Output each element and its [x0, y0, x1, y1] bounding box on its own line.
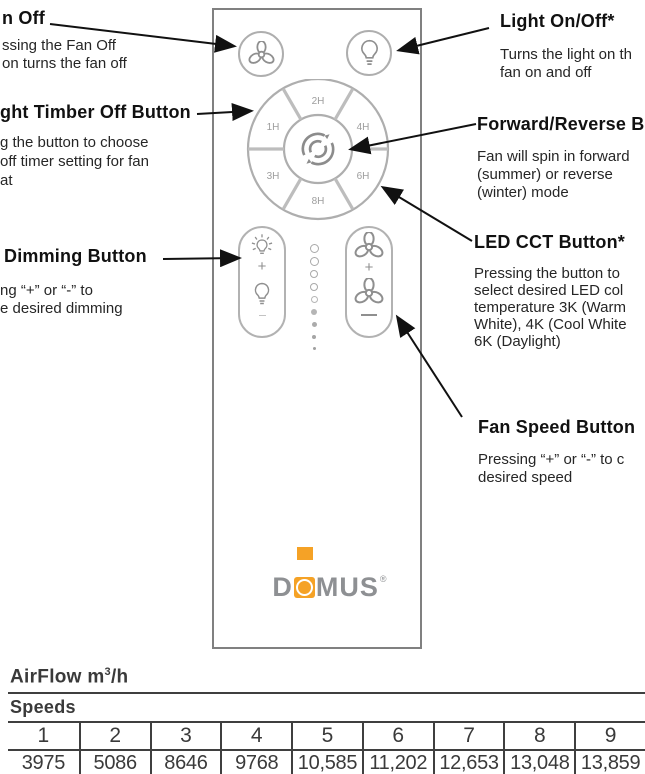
speed-cell: 8 [503, 723, 574, 751]
speed-indicator-dots [305, 244, 323, 350]
airflow-title [8, 664, 645, 694]
speed-minus-mark [361, 314, 377, 316]
speed-cell: 2 [79, 723, 150, 751]
indicator-dot [311, 309, 317, 315]
indicator-dot [312, 335, 316, 339]
fan-icon [354, 232, 384, 262]
annotation-title: n Off [2, 8, 45, 28]
indicator-dot [313, 347, 316, 350]
airflow-cell: 10,585 [291, 751, 362, 774]
dial-label-3h: 3H [266, 171, 280, 182]
airflow-cell: 13,859 [574, 751, 645, 774]
speed-cell: 9 [574, 723, 645, 751]
annotation-line: fan on and off [500, 64, 592, 81]
airflow-cell: 13,048 [503, 751, 574, 774]
fan-off-button [238, 31, 284, 77]
light-onoff-button [346, 30, 392, 76]
airflow-cell: 12,653 [433, 751, 504, 774]
light-bulb-icon [356, 38, 383, 68]
logo-letters-mus: MUS [315, 572, 379, 602]
annotation-forward-reverse [477, 114, 644, 202]
annotation-line: desired speed [478, 469, 573, 486]
indicator-dot [310, 283, 318, 291]
light-dimming-button [238, 226, 286, 338]
fan-speed-button [345, 226, 393, 338]
annotation-line: g the button to choose [0, 134, 149, 151]
annotation-led-cct [474, 232, 627, 350]
bulb-rays-icon [248, 233, 276, 261]
annotation-line: (winter) mode [477, 184, 569, 201]
annotation-line: on turns the fan off [2, 55, 127, 72]
indicator-dot [310, 270, 318, 278]
airflow-cell: 11,202 [362, 751, 433, 774]
dial-label-1h: 1H [266, 122, 280, 133]
annotation-title: LED CCT Button* [474, 232, 625, 252]
logo-o-mark [294, 577, 315, 598]
dim-plus-label: + [257, 258, 267, 275]
annotation-fan-off [2, 8, 127, 73]
annotation-title: Forward/Reverse B [477, 114, 645, 134]
annotation-line: 6K (Daylight) [474, 333, 561, 350]
airflow-cell: 5086 [79, 751, 150, 774]
speed-cell: 7 [433, 723, 504, 751]
annotation-line: ng “+” or “-” to [0, 282, 93, 299]
fan-icon [354, 278, 384, 308]
airflow-table [8, 664, 645, 774]
registered-mark: ® [379, 574, 388, 584]
dial-label-6h: 6H [356, 171, 370, 182]
airflow-value-row [8, 751, 645, 774]
dial-label-2h: 2H [311, 96, 325, 107]
indicator-dot [311, 296, 318, 303]
annotation-line: Pressing the button to [474, 265, 620, 282]
annotation-line: ssing the Fan Off [2, 37, 116, 54]
annotation-title: Light On/Off* [500, 11, 615, 31]
airflow-title-text: AirFlow m [10, 666, 105, 688]
forward-reverse-icon [303, 134, 333, 164]
dim-minus-mark [259, 315, 266, 316]
annotation-dimming [0, 246, 147, 318]
speed-plus-label: + [364, 259, 374, 276]
annotation-line: Turns the light on th [500, 46, 633, 63]
annotation-title: Dimming Button [4, 246, 147, 266]
indicator-dot [310, 244, 319, 253]
annotation-line: e desired dimming [0, 300, 123, 317]
speed-cell: 5 [291, 723, 362, 751]
speed-cell: 1 [8, 723, 79, 751]
dial-label-8h: 8H [311, 196, 325, 207]
speed-cell: 4 [220, 723, 291, 751]
fan-icon [248, 41, 275, 68]
annotation-line: at [0, 172, 13, 189]
airflow-title-sup: 3 [104, 666, 111, 678]
bulb-icon [251, 281, 273, 307]
annotation-line: off timer setting for fan [0, 153, 149, 170]
speed-number-row [8, 723, 645, 751]
speed-cell: 6 [362, 723, 433, 751]
timer-dial [243, 79, 393, 221]
speed-cell: 3 [150, 723, 221, 751]
annotation-timer-off [0, 102, 191, 190]
annotation-title: Fan Speed Button [478, 417, 636, 437]
annotation-fan-speed [478, 417, 635, 487]
logo-accent-square [297, 547, 313, 560]
dial-label-4h: 4H [356, 122, 370, 133]
annotation-line: (summer) or reverse [477, 166, 613, 183]
airflow-cell: 8646 [150, 751, 221, 774]
airflow-cell: 9768 [220, 751, 291, 774]
annotation-title: ght Timber Off Button [0, 102, 191, 122]
annotation-line: temperature 3K (Warm [474, 299, 626, 316]
annotation-line: Fan will spin in forward [477, 148, 630, 165]
annotation-line: select desired LED col [474, 282, 624, 299]
logo-letter-d: D [272, 572, 293, 602]
annotation-line: Pressing “+” or “-” to c [478, 451, 625, 468]
indicator-dot [310, 257, 319, 266]
speeds-row-label: Speeds [8, 694, 645, 723]
airflow-cell: 3975 [8, 751, 79, 774]
airflow-title-unit: /h [110, 666, 129, 688]
domus-logo [270, 572, 390, 603]
indicator-dot [312, 322, 317, 327]
annotation-light-onoff [500, 11, 632, 82]
annotation-line: White), 4K (Cool White [474, 316, 627, 333]
